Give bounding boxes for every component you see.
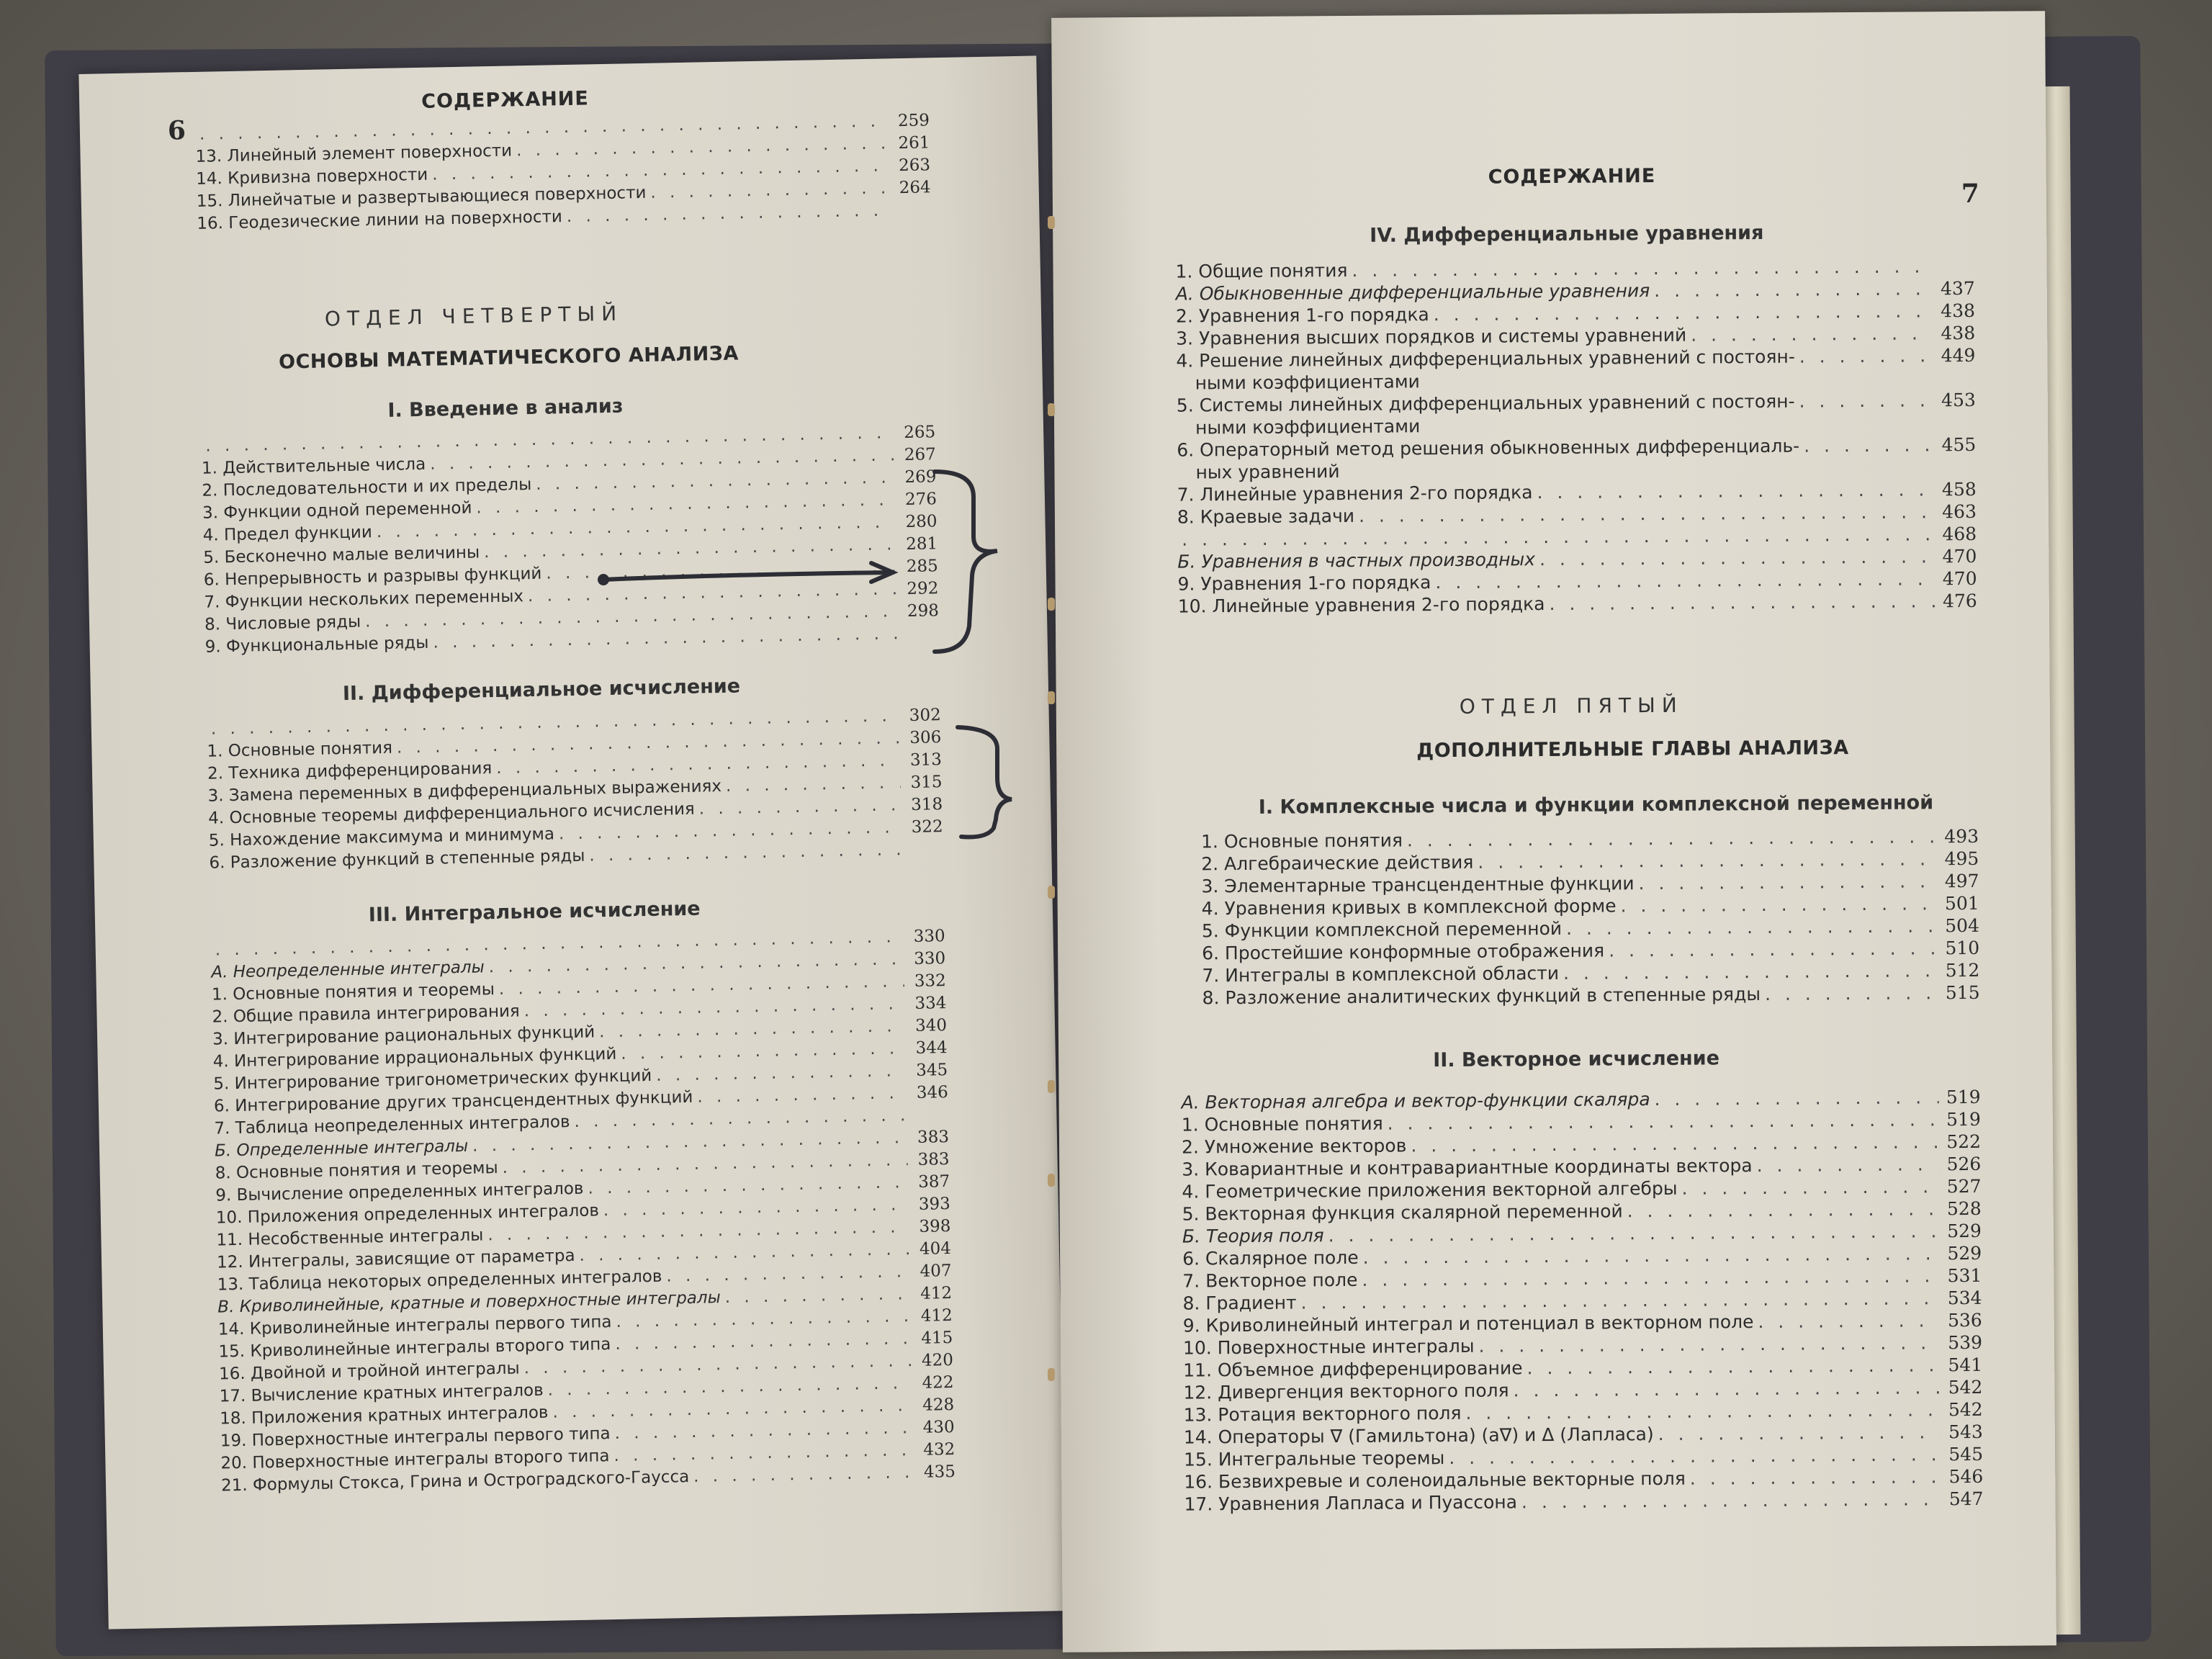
toc-entry-title: 8. Разложение аналитических функций в степенные ряды xyxy=(1202,984,1761,1009)
toc-page-number: 407 xyxy=(920,1262,952,1281)
arrow-mark xyxy=(603,572,889,580)
toc-entry-title: 5. Бесконечно малые величины xyxy=(203,543,480,567)
toc-entry-title: 21. Формулы Стокса, Грина и Остроградского-Гаусса xyxy=(220,1467,690,1496)
toc-page-number: 515 xyxy=(1945,981,1980,1004)
toc-entry-title: 5. Векторная функция скалярной переменной xyxy=(1182,1200,1623,1225)
toc-entry-title: Б. Уравнения в частных производных xyxy=(1177,549,1536,572)
toc-page-number: 387 xyxy=(917,1172,950,1192)
toc-entry-title: 12. Интегралы, зависящие от параметра xyxy=(216,1246,575,1272)
toc-page-number: 531 xyxy=(1947,1264,1982,1287)
toc-entry-title: 6. Операторный метод решения обыкновенных дифференциаль- xyxy=(1177,435,1800,461)
toc-entry-title: 3. Замена переменных в дифференциальных выражениях xyxy=(207,777,722,806)
toc-entry-title: 13. Ротация векторного поля xyxy=(1183,1402,1462,1426)
toc-page-number: 437 xyxy=(1940,277,1975,300)
toc-entry-title: 17. Уравнения Лапласа и Пуассона xyxy=(1184,1491,1518,1515)
toc-page-number: 438 xyxy=(1941,322,1976,344)
toc-page-number: 519 xyxy=(1946,1086,1981,1108)
toc-entry-title: 2. Общие правила интегрирования xyxy=(212,1002,521,1027)
toc-page-number: 493 xyxy=(1944,825,1979,848)
division-four: ОТДЕЛ ЧЕТВЕРТЫЙ xyxy=(324,301,624,331)
toc-page-number: 510 xyxy=(1945,937,1980,959)
toc-page-number: 519 xyxy=(1946,1108,1981,1130)
toc-page-number: 393 xyxy=(918,1195,950,1214)
toc-entry-title: 4. Уравнения кривых в комплексной форме xyxy=(1201,895,1617,920)
toc-page-number: 259 xyxy=(897,111,930,131)
toc-page-number: 344 xyxy=(915,1038,948,1058)
toc-page-number: 534 xyxy=(1947,1287,1982,1309)
toc-entry-title: 14. Криволинейные интегралы первого типа xyxy=(217,1313,612,1339)
toc-entry-title: 6. Разложение функций в степенные ряды xyxy=(209,846,585,873)
division-five: ОТДЕЛ ПЯТЫЙ xyxy=(1459,693,1683,719)
toc-page-number: 322 xyxy=(911,817,943,837)
toc-entry-title: 2. Алгебраические действия xyxy=(1201,851,1474,875)
toc-page-number: 504 xyxy=(1945,914,1980,937)
toc-page-number: 285 xyxy=(906,557,938,577)
toc-entry-title: 3. Уравнения высших порядков и системы уравнений xyxy=(1176,324,1687,349)
toc-entry-title: 12. Дивергенция векторного поля xyxy=(1183,1380,1509,1403)
toc-entry-title: 4. Основные теоремы дифференциального исчисления xyxy=(208,799,696,828)
toc-page-number: 432 xyxy=(923,1439,956,1460)
toc-page-number: 292 xyxy=(907,579,939,599)
toc-page-number: 468 xyxy=(1942,523,1977,545)
toc-entry-title: ных уравнений xyxy=(1195,461,1340,483)
left-page-number: 6 xyxy=(167,115,186,146)
toc-entry-title: 2. Техника дифференцирования xyxy=(207,759,493,783)
toc-page-number: 497 xyxy=(1944,870,1979,892)
toc-entry-title: 11. Объемное дифференцирование xyxy=(1183,1357,1523,1381)
toc-entry-title: 7. Интегралы в комплексной области xyxy=(1202,962,1560,986)
toc-entry-title: В. Криволинейные, кратные и поверхностные интегралы xyxy=(217,1288,721,1317)
toc-page-number: 412 xyxy=(920,1305,953,1326)
toc-page-number: 449 xyxy=(1941,344,1976,367)
toc-page-number: 415 xyxy=(921,1328,953,1348)
toc-entry-title: 9. Вычисление определенных интегралов xyxy=(215,1179,584,1205)
toc-entry-title: 2. Умножение векторов xyxy=(1181,1135,1407,1158)
toc-entry-title: 5. Системы линейных дифференциальных уравнений с постоян- xyxy=(1176,390,1795,416)
arrow-tail-mark xyxy=(598,574,609,585)
toc-page-number: 330 xyxy=(914,949,946,968)
toc-page-number: 298 xyxy=(907,601,940,621)
chapter-complex-numbers: I. Комплексные числа и функции комплексной переменной xyxy=(1258,791,1934,819)
toc-page-number: 383 xyxy=(917,1150,950,1169)
toc-entry-title: 6. Интегрирование других трансцендентных функций xyxy=(213,1087,693,1116)
toc-page-number: 536 xyxy=(1947,1309,1982,1331)
toc-entry-title: 8. Числовые ряды xyxy=(204,612,361,634)
toc-page-number: 542 xyxy=(1948,1398,1983,1421)
toc-entry-title: 9. Функциональные ряды xyxy=(204,633,429,657)
toc-entry-title: 6. Простейшие конформные отображения xyxy=(1202,940,1605,964)
toc-entry-title: 4. Решение линейных дифференциальных уравнений с постоян- xyxy=(1176,346,1795,372)
toc-page-number: 412 xyxy=(920,1283,953,1303)
toc-entry-title: 10. Линейные уравнения 2-го порядка xyxy=(1177,593,1545,617)
toc-entry-title: 2. Последовательности и их пределы xyxy=(202,475,532,500)
toc-page-number: 539 xyxy=(1948,1331,1983,1354)
toc-entry-title: 4. Интегрирование иррациональных функций xyxy=(212,1044,617,1071)
toc-page-number: 522 xyxy=(1946,1130,1982,1153)
toc-entry-title: 2. Уравнения 1-го порядка xyxy=(1175,304,1429,327)
toc-page-number: 398 xyxy=(919,1217,951,1236)
toc-entry-title: 6. Непрерывность и разрывы функций xyxy=(203,564,542,590)
toc-entry-title: 14. Кривизна поверхности xyxy=(195,165,428,189)
toc-entry-title: 1. Действительные числа xyxy=(201,454,426,478)
toc-entry-title: 1. Общие понятия xyxy=(1175,259,1348,282)
toc-entry-title: 7. Таблица неопределенных интегралов xyxy=(214,1112,570,1138)
division-four-title: ОСНОВЫ МАТЕМАТИЧЕСКОГО АНАЛИЗА xyxy=(278,342,739,374)
toc-entry-title: Б. Теория поля xyxy=(1182,1225,1324,1247)
toc-entry-title: 7. Линейные уравнения 2-го порядка xyxy=(1177,482,1533,505)
toc-page-number: 346 xyxy=(916,1083,949,1102)
toc-page-number: 404 xyxy=(919,1239,952,1259)
toc-page-number: 526 xyxy=(1946,1153,1982,1175)
toc-entry-title: 19. Поверхностные интегралы первого типа xyxy=(220,1424,611,1451)
toc-page-number: 529 xyxy=(1947,1220,1982,1242)
toc-entry-title: 4. Предел функции xyxy=(202,523,373,545)
toc-page-number: 546 xyxy=(1948,1465,1984,1488)
toc-page-number: 269 xyxy=(904,467,937,487)
toc-entry-title: 11. Несобственные интегралы xyxy=(216,1226,484,1250)
toc-entry-title: 10. Приложения определенных интегралов xyxy=(215,1201,600,1228)
brace-mark xyxy=(958,727,1012,837)
toc-entry-title: Б. Определенные интегралы xyxy=(214,1136,469,1161)
toc-page-number: 542 xyxy=(1948,1376,1983,1398)
toc-page-number: 512 xyxy=(1945,959,1980,981)
toc-entry-title: 8. Краевые задачи xyxy=(1177,505,1355,528)
toc-page-number: 543 xyxy=(1948,1421,1983,1443)
toc-entry-title: 17. Вычисление кратных интегралов xyxy=(219,1380,544,1406)
toc-page-number: 420 xyxy=(921,1350,954,1370)
toc-entry-title: 5. Интегрирование тригонометрических функций xyxy=(213,1066,652,1094)
toc-page-number: 476 xyxy=(1942,590,1977,612)
toc-entry-title: 13. Таблица некоторых определенных интегралов xyxy=(217,1267,662,1295)
toc-page-number: 318 xyxy=(910,795,943,814)
toc-page-number: 430 xyxy=(922,1417,955,1437)
toc-page-number: 528 xyxy=(1946,1197,1982,1220)
toc-page-number: 261 xyxy=(898,133,930,153)
toc-page-number: 438 xyxy=(1941,300,1976,322)
toc-entry-title: 7. Векторное поле xyxy=(1182,1269,1358,1292)
toc-entry-title: 3. Элементарные трансцендентные функции xyxy=(1201,873,1635,897)
toc-entry-title: А. Неопределенные интегралы xyxy=(211,958,485,982)
toc-entry-title: 13. Линейный элемент поверхности xyxy=(195,141,513,166)
toc-entry-title: 6. Скалярное поле xyxy=(1182,1246,1359,1269)
toc-entry-title: ными коэффициентами xyxy=(1195,415,1421,439)
toc-page-number: 458 xyxy=(1941,478,1977,500)
toc-entry-title: А. Векторная алгебра и вектор-функции скаляра xyxy=(1181,1089,1650,1113)
toc-entry-title: 1. Основные понятия xyxy=(1200,830,1403,853)
toc-page-number: 545 xyxy=(1948,1443,1984,1465)
toc-entry-title: 9. Криволинейный интеграл и потенциал в векторном поле xyxy=(1182,1311,1754,1336)
chapter-intro-analysis: I. Введение в анализ xyxy=(387,395,624,422)
toc-entry-title: ными коэффициентами xyxy=(1195,371,1420,394)
toc-page-number: 264 xyxy=(899,178,931,198)
toc-page-number: 422 xyxy=(922,1372,954,1393)
toc-page-number: 263 xyxy=(898,156,931,176)
toc-page-number: 315 xyxy=(910,773,943,792)
toc-page-number: 340 xyxy=(914,1016,948,1035)
chapter-differential-calculus: II. Дифференциальное исчисление xyxy=(342,675,741,706)
toc-entry-title: 16. Геодезические линии на поверхности xyxy=(197,207,563,233)
toc-page-number: 383 xyxy=(917,1128,950,1147)
toc-page-number: 265 xyxy=(904,423,936,443)
toc-entry-title: 3. Функции одной переменной xyxy=(202,498,472,523)
division-five-title: ДОПОЛНИТЕЛЬНЫЕ ГЛАВЫ АНАЛИЗА xyxy=(1416,737,1849,763)
toc-entry-title: 10. Поверхностные интегралы xyxy=(1182,1335,1475,1359)
toc-page-number: 541 xyxy=(1948,1354,1983,1376)
toc-entry-title: 20. Поверхностные интегралы второго типа xyxy=(220,1447,610,1473)
toc-entry-title: 5. Нахождение максимума и минимума xyxy=(208,824,555,850)
toc-page-number: 306 xyxy=(909,728,942,747)
toc-entry-title: 8. Градиент xyxy=(1182,1292,1297,1314)
toc-entry-title: 4. Геометрические приложения векторной алгебры xyxy=(1182,1177,1678,1202)
toc-page-number: 435 xyxy=(923,1462,956,1482)
toc-entry-title: 15. Криволинейные интегралы второго типа xyxy=(218,1335,611,1362)
toc-page-number: 276 xyxy=(904,490,938,510)
toc-page-number: 302 xyxy=(909,706,941,725)
toc-page-number: 345 xyxy=(916,1061,948,1080)
toc-entry-title: 1. Основные понятия xyxy=(1181,1112,1383,1136)
toc-page-number: 281 xyxy=(905,534,938,554)
toc-page-number: 455 xyxy=(1941,433,1977,456)
left-header: СОДЕРЖАНИЕ xyxy=(421,87,590,113)
toc-page-number: 547 xyxy=(1948,1488,1984,1510)
toc-entry-title: 16. Двойной и тройной интегралы xyxy=(218,1359,520,1384)
toc-page-number: 529 xyxy=(1947,1242,1982,1264)
toc-entry-title: А. Обыкновенные дифференциальные уравнения xyxy=(1175,280,1650,305)
toc-page-number: 280 xyxy=(905,512,938,532)
toc-page-number: 470 xyxy=(1942,567,1977,590)
toc-page-number: 463 xyxy=(1942,500,1977,523)
chapter-integral-calculus: III. Интегральное исчисление xyxy=(368,897,701,927)
toc-page-number: 313 xyxy=(909,750,943,770)
toc-page-number: 428 xyxy=(922,1395,955,1415)
toc-page-number: 495 xyxy=(1944,848,1979,870)
toc-entry-title: 3. Интегрирование рациональных функций xyxy=(212,1022,595,1049)
toc-entry-title: 14. Операторы ∇ (Гамильтона) (a∇) и Δ (Лапласа) xyxy=(1183,1424,1654,1448)
toc-page-number: 267 xyxy=(904,445,936,465)
right-header: СОДЕРЖАНИЕ xyxy=(1488,164,1656,189)
toc-entry-title: 7. Функции нескольких переменных xyxy=(204,587,524,612)
toc-entry-title: 1. Основные понятия xyxy=(207,738,393,761)
toc-page-number: 334 xyxy=(914,994,947,1013)
toc-entry-title: 3. Ковариантные и контравариантные координаты вектора xyxy=(1182,1155,1753,1180)
toc-page-number: 330 xyxy=(913,927,945,946)
toc-entry-title: 1. Основные понятия и теоремы xyxy=(211,980,495,1004)
toc-page-number: 470 xyxy=(1942,545,1977,567)
chapter-differential-equations: IV. Дифференциальные уравнения xyxy=(1370,221,1764,247)
toc-entry-title: 9. Уравнения 1-го порядка xyxy=(1177,572,1431,595)
toc-page-number: 501 xyxy=(1944,892,1979,914)
toc-entry-title: 16. Безвихревые и соленоидальные векторные поля xyxy=(1184,1467,1686,1493)
toc-entry-title: 15. Интегральные теоремы xyxy=(1183,1447,1445,1470)
toc-entry-title: 5. Функции комплексной переменной xyxy=(1201,917,1563,942)
toc-page-number: 453 xyxy=(1941,389,1976,411)
brace-mark xyxy=(935,472,997,652)
chapter-vector-calculus: II. Векторное исчисление xyxy=(1433,1047,1720,1072)
toc-page-number: 527 xyxy=(1946,1175,1982,1197)
toc-entry-title: 8. Основные понятия и теоремы xyxy=(215,1159,498,1183)
toc-entry-title: 18. Приложения кратных интегралов xyxy=(220,1403,549,1429)
toc-page-number: 332 xyxy=(914,971,947,991)
right-page-number: 7 xyxy=(1961,178,1980,210)
toc-entry-title: 15. Линейчатые и развертывающиеся поверхности xyxy=(196,183,647,211)
